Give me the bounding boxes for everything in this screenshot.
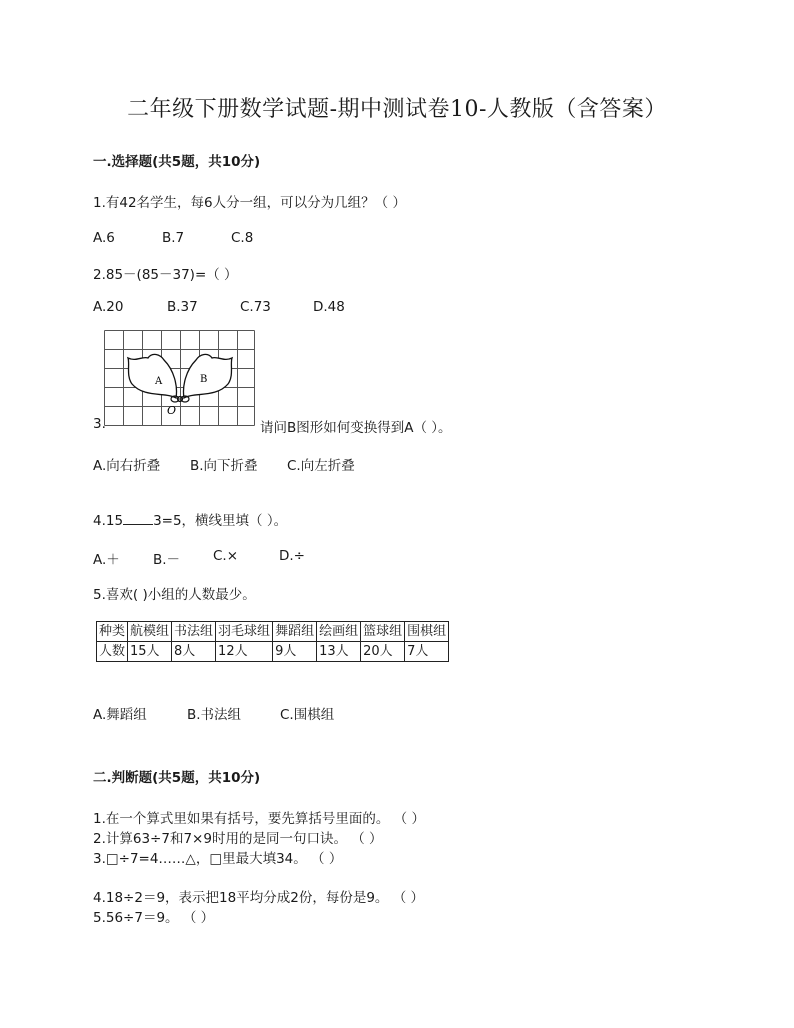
group-count-table [96,621,449,662]
question-4-options [93,548,305,568]
question-2-options [93,299,345,315]
option-a: A.6 [93,230,115,246]
option-c: C.8 [231,230,254,246]
option-d: D.48 [313,299,345,315]
option-a: A.20 [93,299,124,315]
leaf-shape-b [184,354,233,398]
table-cell: 围棋组 [405,622,449,642]
table-cell: 书法组 [172,622,216,642]
option-c: C.围棋组 [280,707,335,723]
option-b: B.向下折叠 [190,458,258,474]
question-1-options [93,230,253,246]
table-cell: 15人 [128,642,172,662]
option-b: B.书法组 [187,707,242,723]
judge-item-4: 4.18÷2＝9，表示把18平均分成2份，每份是9。 （ ） [93,890,424,906]
question-5-options [93,703,334,723]
question-3: 请问B图形如何变换得到A（ ）。 [260,420,452,436]
table-cell: 7人 [405,642,449,662]
option-c: C.× [213,548,239,564]
judge-item-3: 3.□÷7=4……△，□里最大填34。 （ ） [93,851,343,867]
option-c: C.73 [240,299,271,315]
table-row [97,642,449,662]
figure-label-b: B [200,374,208,385]
fill-blank [123,512,153,525]
question-3-options [93,454,355,474]
judge-item-1: 1.在一个算式里如果有括号，要先算括号里面的。 （ ） [93,811,425,827]
table-header-row [97,622,449,642]
judge-item-2: 2.计算63÷7和7×9时用的是同一句口诀。 （ ） [93,831,383,847]
question-3-number: 3. [93,416,106,432]
table-cell: 12人 [216,642,273,662]
table-cell: 13人 [317,642,361,662]
table-cell: 8人 [172,642,216,662]
table-cell: 9人 [273,642,317,662]
table-cell: 绘画组 [317,622,361,642]
option-b: B.37 [167,299,198,315]
option-b: B.7 [162,230,185,246]
question-4-prefix: 4.15 [93,513,124,529]
grid-lines [105,331,255,426]
question-4 [93,509,287,529]
option-d: D.÷ [279,548,305,564]
question-2: 2.85－(85－37)=（ ） [93,267,238,283]
page-title: 二年级下册数学试题-期中测试卷10-人教版（含答案） [127,97,667,122]
question-4-suffix: 3=5，横线里填（ ）。 [153,513,288,529]
leaf-grid-figure [104,330,256,430]
table-cell: 20人 [361,642,405,662]
figure-label-a: A [155,376,163,387]
option-b: B.－ [153,552,181,568]
table-cell: 篮球组 [361,622,405,642]
question-1: 1.有42名学生，每6人分一组，可以分为几组？（ ） [93,195,406,211]
section-heading-judge: 二.判断题(共5题，共10分) [93,770,261,786]
table-cell: 人数 [97,642,128,662]
table-cell: 羽毛球组 [216,622,273,642]
option-a: A.＋ [93,552,120,568]
question-5: 5.喜欢( )小组的人数最少。 [93,587,256,603]
leaf-shape-a [128,354,177,398]
section-heading-choice: 一.选择题(共5题，共10分) [93,154,261,170]
option-a: A.舞蹈组 [93,707,147,723]
option-c: C.向左折叠 [287,458,355,474]
figure-label-o: O [167,404,177,417]
table-cell: 航模组 [128,622,172,642]
option-a: A.向右折叠 [93,458,161,474]
table-cell: 舞蹈组 [273,622,317,642]
judge-item-5: 5.56÷7＝9。 （ ） [93,910,215,926]
table-cell: 种类 [97,622,128,642]
